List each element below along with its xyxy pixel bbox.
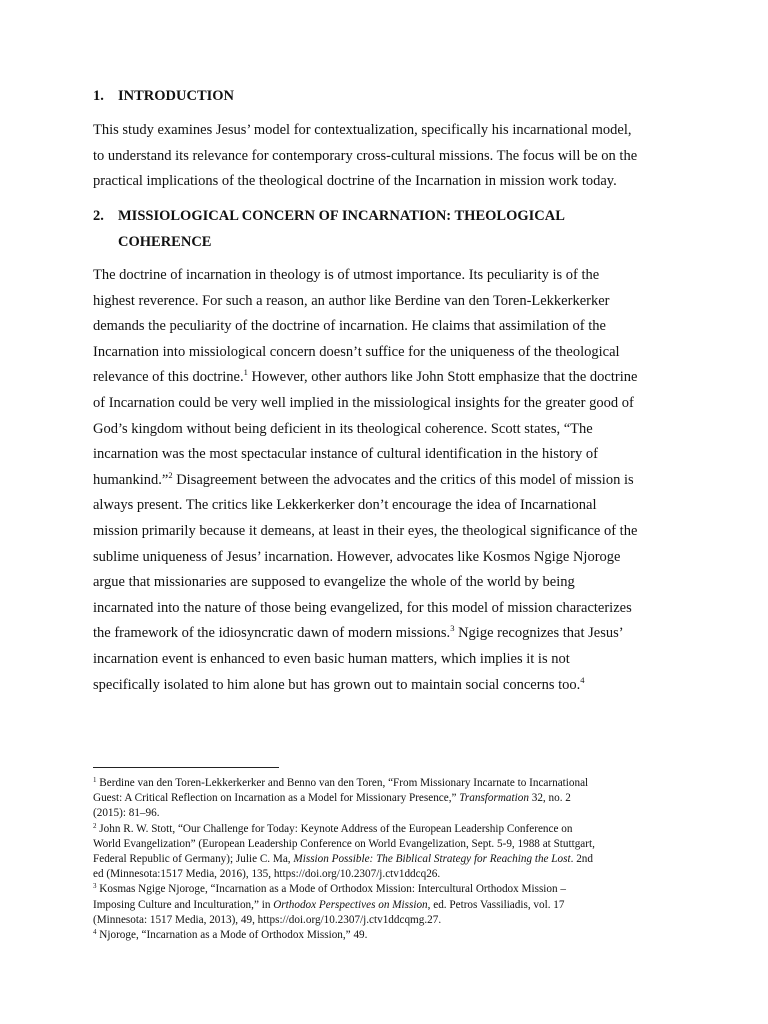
- footnote-line: [93, 898, 683, 913]
- paragraph-line: highest reverence. For such a reason, an author like Berdine van den Toren-Lekkerkerker: [93, 292, 610, 309]
- paragraph-line: God’s kingdom without being deficient in its theological coherence. Scott states, “The: [93, 420, 593, 437]
- footnote-line: [93, 776, 683, 791]
- footnote-line: [93, 791, 683, 806]
- paragraph-line: [93, 365, 678, 391]
- paragraph-line: incarnation event is enhanced to even basic human matters, which implies it is not: [93, 650, 570, 667]
- footnote-ref-4[interactable]: 4: [580, 674, 585, 685]
- paragraph-text: the framework of the idiosyncratic dawn of modern missions.: [93, 625, 451, 642]
- footnote-number: 2: [93, 821, 97, 830]
- section-heading-introduction: [93, 83, 234, 109]
- footnote-text: 32, no. 2: [528, 792, 571, 805]
- section-number: 1.: [93, 88, 104, 104]
- footnote-1: [93, 776, 683, 822]
- footnote-journal-title: Transformation: [459, 792, 529, 805]
- paragraph-line: sublime uniqueness of Jesus’ incarnation. However, advocates like Kosmos Ngige Njoroge: [93, 548, 621, 565]
- paragraph-line: to understand its relevance for contemporary cross-cultural missions. The focus will be on the: [93, 147, 638, 164]
- footnote-text: Berdine van den Toren-Lekkerkerker and Benno van den Toren, “From Missionary Incarnate to Incarnational: [96, 777, 589, 789]
- footnote-ref-3[interactable]: 3: [450, 623, 455, 634]
- paragraph-text: Disagreement between the advocates and the critics of this model of mission is: [172, 471, 634, 488]
- paragraph-text: However, other authors like John Stott emphasize that the doctrine: [247, 369, 638, 386]
- paragraph-line: [93, 468, 678, 494]
- footnote-book-title: Orthodox Perspectives on Mission: [273, 898, 428, 911]
- paragraph-line: of Incarnation could be very well implied in the missiological insights for the greater good of: [93, 394, 634, 411]
- footnote-text: , ed. Petros Vassiliadis, vol. 17: [427, 898, 565, 911]
- section-number: 2.: [93, 208, 104, 224]
- footnote-line: [93, 852, 683, 867]
- footnote-text: . 2nd: [570, 853, 593, 866]
- section-title: INTRODUCTION: [118, 88, 235, 104]
- body-paragraph: [93, 263, 678, 698]
- footnote-text: Kosmas Ngige Njoroge, “Incarnation as a Mode of Orthodox Mission: Intercultural Orthodox Mission –: [96, 883, 566, 896]
- footnote-text: John R. W. Stott, “Our Challenge for Today: Keynote Address of the European Leadership Conference on: [96, 822, 573, 835]
- footnote-ref-2[interactable]: 2: [168, 469, 173, 480]
- footnote-number: 3: [93, 882, 97, 891]
- footnote-book-title: Mission Possible: The Biblical Strategy for Reaching the Lost: [293, 853, 571, 866]
- footnote-text: Federal Republic of Germany); Julie C. Ma,: [93, 853, 294, 866]
- paragraph-line: [93, 621, 678, 647]
- paragraph-line: argue that missionaries are supposed to evangelize the whole of the world by being: [93, 574, 575, 591]
- paragraph-line: Incarnation into missiological concern doesn’t suffice for the uniqueness of the theological: [93, 343, 620, 360]
- paragraph-line: The doctrine of incarnation in theology is of utmost importance. Its peculiarity is of the: [93, 267, 600, 283]
- footnote-text: Guest: A Critical Reflection on Incarnation as a Model for Missionary Presence,”: [93, 792, 460, 805]
- intro-paragraph: [93, 118, 678, 195]
- paragraph-line: mission primarily because it demeans, at least in their eyes, the theological significance of the: [93, 522, 638, 539]
- paragraph-line: practical implications of the theological doctrine of the Incarnation in mission work today.: [93, 173, 617, 190]
- footnote-ref-1[interactable]: 1: [243, 367, 248, 378]
- section-title: MISSIOLOGICAL CONCERN OF INCARNATION: THEOLOGICAL: [118, 208, 565, 224]
- footnote-2: [93, 822, 683, 883]
- paragraph-line: demands the peculiarity of the doctrine of incarnation. He claims that assimilation of the: [93, 318, 606, 335]
- paragraph-text: specifically isolated to him alone but has grown out to maintain social concerns too.: [93, 676, 581, 693]
- footnote-separator: [93, 767, 279, 768]
- paragraph-line: incarnation was the most spectacular instance of cultural identification in the history of: [93, 446, 598, 463]
- footnote-3: [93, 882, 683, 928]
- section-title-continuation: COHERENCE: [118, 234, 212, 250]
- footnote-line: World Evangelization” (European Leadership Conference on World Evangelization, Sept. 5-9, 1988 at Stuttgart,: [93, 837, 595, 850]
- footnote-line: [93, 822, 683, 837]
- footnote-number: 1: [93, 776, 97, 784]
- paragraph-line: This study examines Jesus’ model for contextualization, specifically his incarnational model,: [93, 122, 632, 138]
- footnotes: [93, 776, 683, 943]
- paragraph-text: Ngige recognizes that Jesus’: [454, 625, 624, 642]
- paragraph-line: [93, 673, 678, 699]
- paragraph-text: relevance of this doctrine.: [93, 369, 244, 386]
- footnote-line: (2015): 81–96.: [93, 807, 160, 820]
- paragraph-line: always present. The critics like Lekkerkerker don’t encourage the idea of Incarnational: [93, 497, 597, 514]
- footnote-line: [93, 928, 683, 943]
- paragraph-line: incarnated into the nature of those being evangelized, for this model of mission characterizes: [93, 599, 632, 616]
- section-heading-missiological-concern: [93, 203, 565, 255]
- footnote-line: ed (Minnesota:1517 Media, 2016), 135, https://doi.org/10.2307/j.ctv1ddcq26.: [93, 868, 441, 881]
- footnote-line: [93, 882, 683, 897]
- paragraph-text: humankind.”: [93, 471, 169, 488]
- footnote-4: [93, 928, 683, 943]
- footnote-number: 4: [93, 928, 97, 937]
- footnote-text: Njoroge, “Incarnation as a Mode of Orthodox Mission,” 49.: [96, 929, 368, 942]
- footnote-line: (Minnesota: 1517 Media, 2013), 49, https://doi.org/10.2307/j.ctv1ddcqmg.27.: [93, 913, 442, 926]
- footnote-text: Imposing Culture and Inculturation,” in: [93, 898, 274, 911]
